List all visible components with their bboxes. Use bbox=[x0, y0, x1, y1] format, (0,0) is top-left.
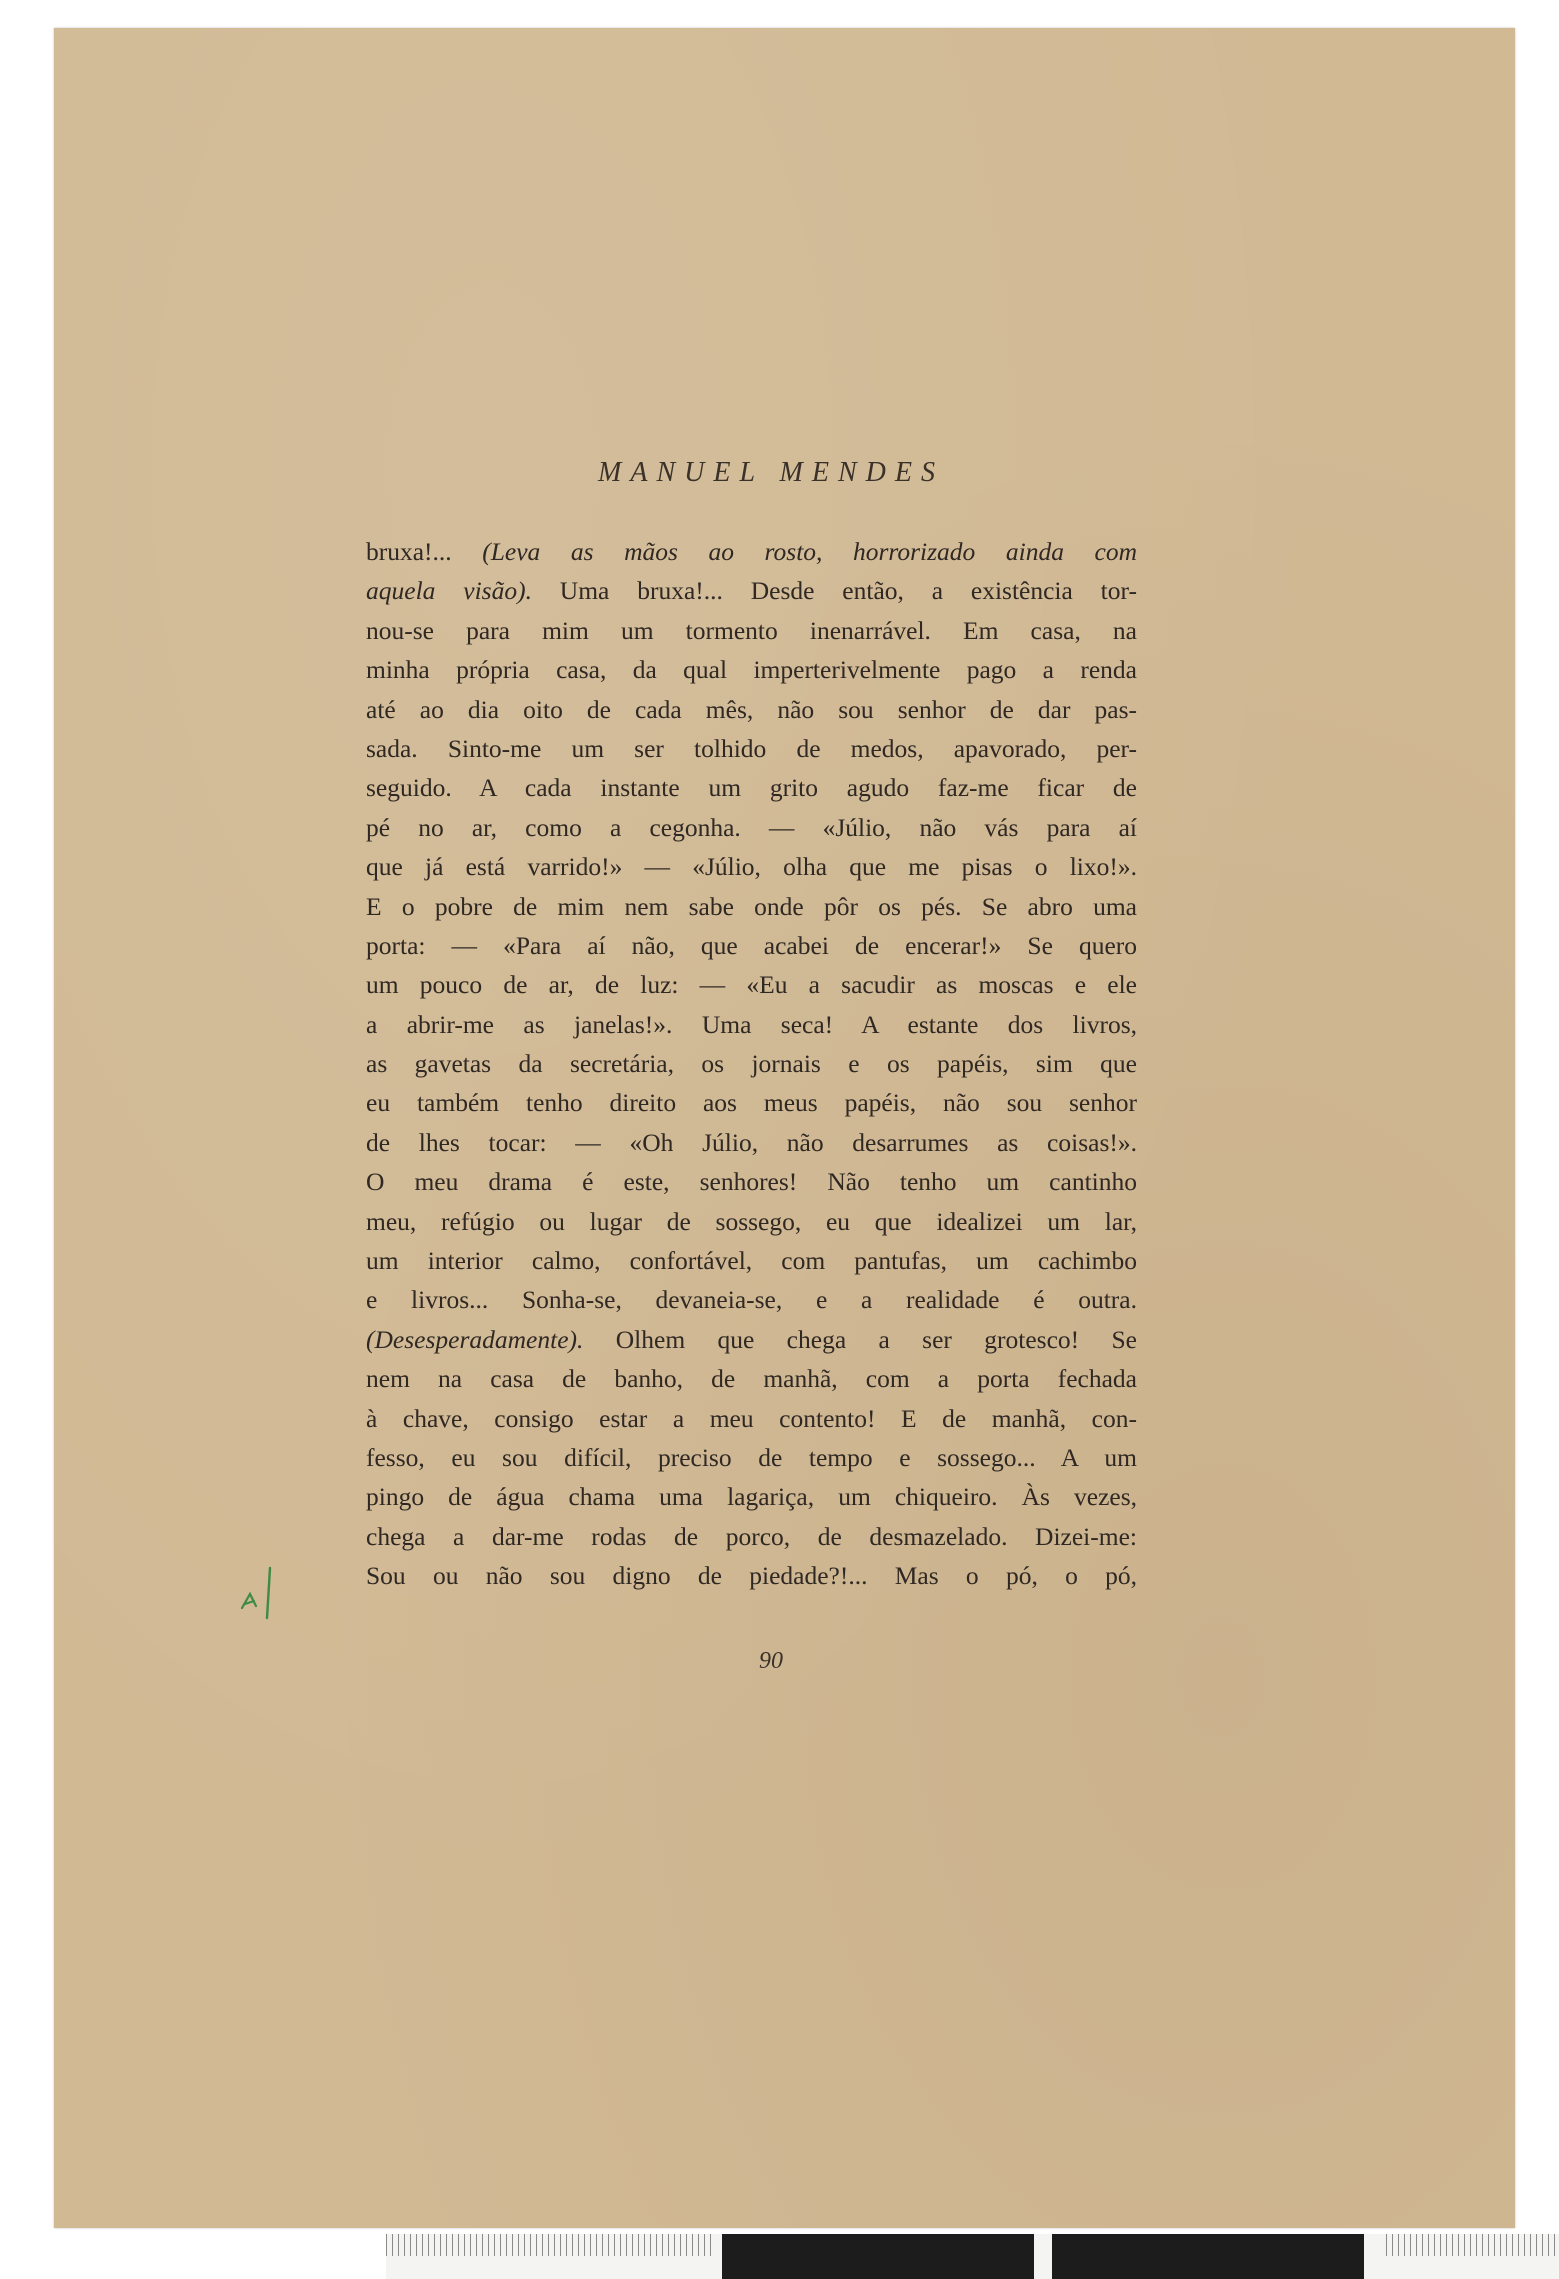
text-line bbox=[366, 690, 1137, 729]
text-line bbox=[366, 532, 1137, 571]
text-run: a abrir-me as janelas!». Uma seca! A estante dos livros, bbox=[366, 1009, 1137, 1039]
text-line bbox=[366, 887, 1137, 926]
text-run: minha própria casa, da qual imperterivelmente pago a renda bbox=[366, 655, 1137, 685]
ruler-black-patch bbox=[722, 2234, 1034, 2279]
text-line bbox=[366, 1399, 1137, 1438]
text-line bbox=[366, 808, 1137, 847]
text-line bbox=[366, 1044, 1137, 1083]
text-run: à chave, consigo estar a meu contento! E de manhã, con- bbox=[366, 1403, 1137, 1433]
text-run: bruxa!... bbox=[366, 537, 483, 566]
text-line bbox=[366, 611, 1137, 650]
text-run: as gavetas da secretária, os jornais e os papéis, sim que bbox=[366, 1049, 1137, 1079]
text-line bbox=[366, 1556, 1137, 1595]
ruler-ticks-right bbox=[1386, 2234, 1559, 2256]
text-run: de lhes tocar: — «Oh Júlio, não desarrumes as coisas!». bbox=[366, 1127, 1137, 1157]
text-line bbox=[366, 768, 1137, 807]
text-line bbox=[366, 1477, 1137, 1516]
text-line bbox=[366, 1162, 1137, 1201]
text-run: nou-se para mim um tormento inenarrável. Em casa, na bbox=[366, 615, 1137, 645]
text-line bbox=[366, 1202, 1137, 1241]
text-run: e livros... Sonha-se, devaneia-se, e a realidade é outra. bbox=[366, 1285, 1137, 1315]
text-line bbox=[366, 1005, 1137, 1044]
scan-color-ruler bbox=[386, 2234, 1559, 2279]
text-run: nem na casa de banho, de manhã, com a porta fechada bbox=[366, 1364, 1137, 1394]
text-line bbox=[366, 1517, 1137, 1556]
ruler-black-patch-2 bbox=[1052, 2234, 1364, 2279]
stage-direction: aquela visão). bbox=[366, 576, 532, 606]
text-line bbox=[366, 965, 1137, 1004]
text-line bbox=[366, 650, 1137, 689]
page-number: 90 bbox=[759, 1648, 783, 1674]
text-run: Uma bruxa!... Desde então, a existência tor- bbox=[531, 576, 1137, 606]
text-run: O meu drama é este, senhores! Não tenho um cantinho bbox=[366, 1167, 1137, 1197]
text-run: Olhem que chega a ser grotesco! Se bbox=[583, 1324, 1137, 1354]
text-run: Sou ou não sou digno de piedade?!... Mas o pó, o pó, bbox=[366, 1561, 1137, 1591]
text-run: meu, refúgio ou lugar de sossego, eu que idealizei um lar, bbox=[366, 1206, 1137, 1236]
stage-direction: (Desesperadamente). bbox=[366, 1324, 584, 1354]
text-run: porta: — «Para aí não, que acabei de encerar!» Se quero bbox=[366, 930, 1137, 960]
text-line bbox=[366, 571, 1137, 610]
ruler-ticks bbox=[386, 2234, 716, 2256]
text-line bbox=[366, 1438, 1137, 1477]
text-line bbox=[366, 1083, 1137, 1122]
text-run: um interior calmo, confortável, com pantufas, um cachimbo bbox=[366, 1246, 1137, 1276]
text-line bbox=[366, 729, 1137, 768]
text-run: pingo de água chama uma lagariça, um chiqueiro. Às vezes, bbox=[366, 1482, 1137, 1512]
text-line bbox=[366, 1241, 1137, 1280]
text-run: seguido. A cada instante um grito agudo faz-me ficar de bbox=[366, 773, 1137, 803]
text-run: E o pobre de mim nem sabe onde pôr os pés. Se abro uma bbox=[366, 891, 1137, 921]
text-run: fesso, eu sou difícil, preciso de tempo e sossego... A um bbox=[366, 1442, 1137, 1472]
text-line bbox=[366, 926, 1137, 965]
body-text bbox=[366, 532, 1137, 1596]
text-run: chega a dar-me rodas de porco, de desmazelado. Dizei-me: bbox=[366, 1521, 1137, 1551]
text-run: um pouco de ar, de luz: — «Eu a sacudir as moscas e ele bbox=[366, 970, 1137, 1000]
text-line bbox=[366, 1320, 1137, 1359]
text-run: pé no ar, como a cegonha. — «Júlio, não vás para aí bbox=[366, 812, 1137, 842]
text-line bbox=[366, 847, 1137, 886]
text-line bbox=[366, 1280, 1137, 1319]
running-head: MANUEL MENDES bbox=[598, 457, 944, 488]
text-line bbox=[366, 1123, 1137, 1162]
margin-correction-mark bbox=[236, 1560, 296, 1630]
text-run: que já está varrido!» — «Júlio, olha que me pisas o lixo!». bbox=[366, 852, 1137, 882]
document-page bbox=[54, 28, 1515, 2228]
stage-direction: (Leva as mãos ao rosto, horrorizado ainda com bbox=[482, 537, 1137, 566]
text-run: até ao dia oito de cada mês, não sou senhor de dar pas- bbox=[366, 694, 1137, 724]
text-run: eu também tenho direito aos meus papéis, não sou senhor bbox=[366, 1088, 1137, 1118]
text-run: sada. Sinto-me um ser tolhido de medos, apavorado, per- bbox=[366, 733, 1137, 763]
text-line bbox=[366, 1359, 1137, 1398]
